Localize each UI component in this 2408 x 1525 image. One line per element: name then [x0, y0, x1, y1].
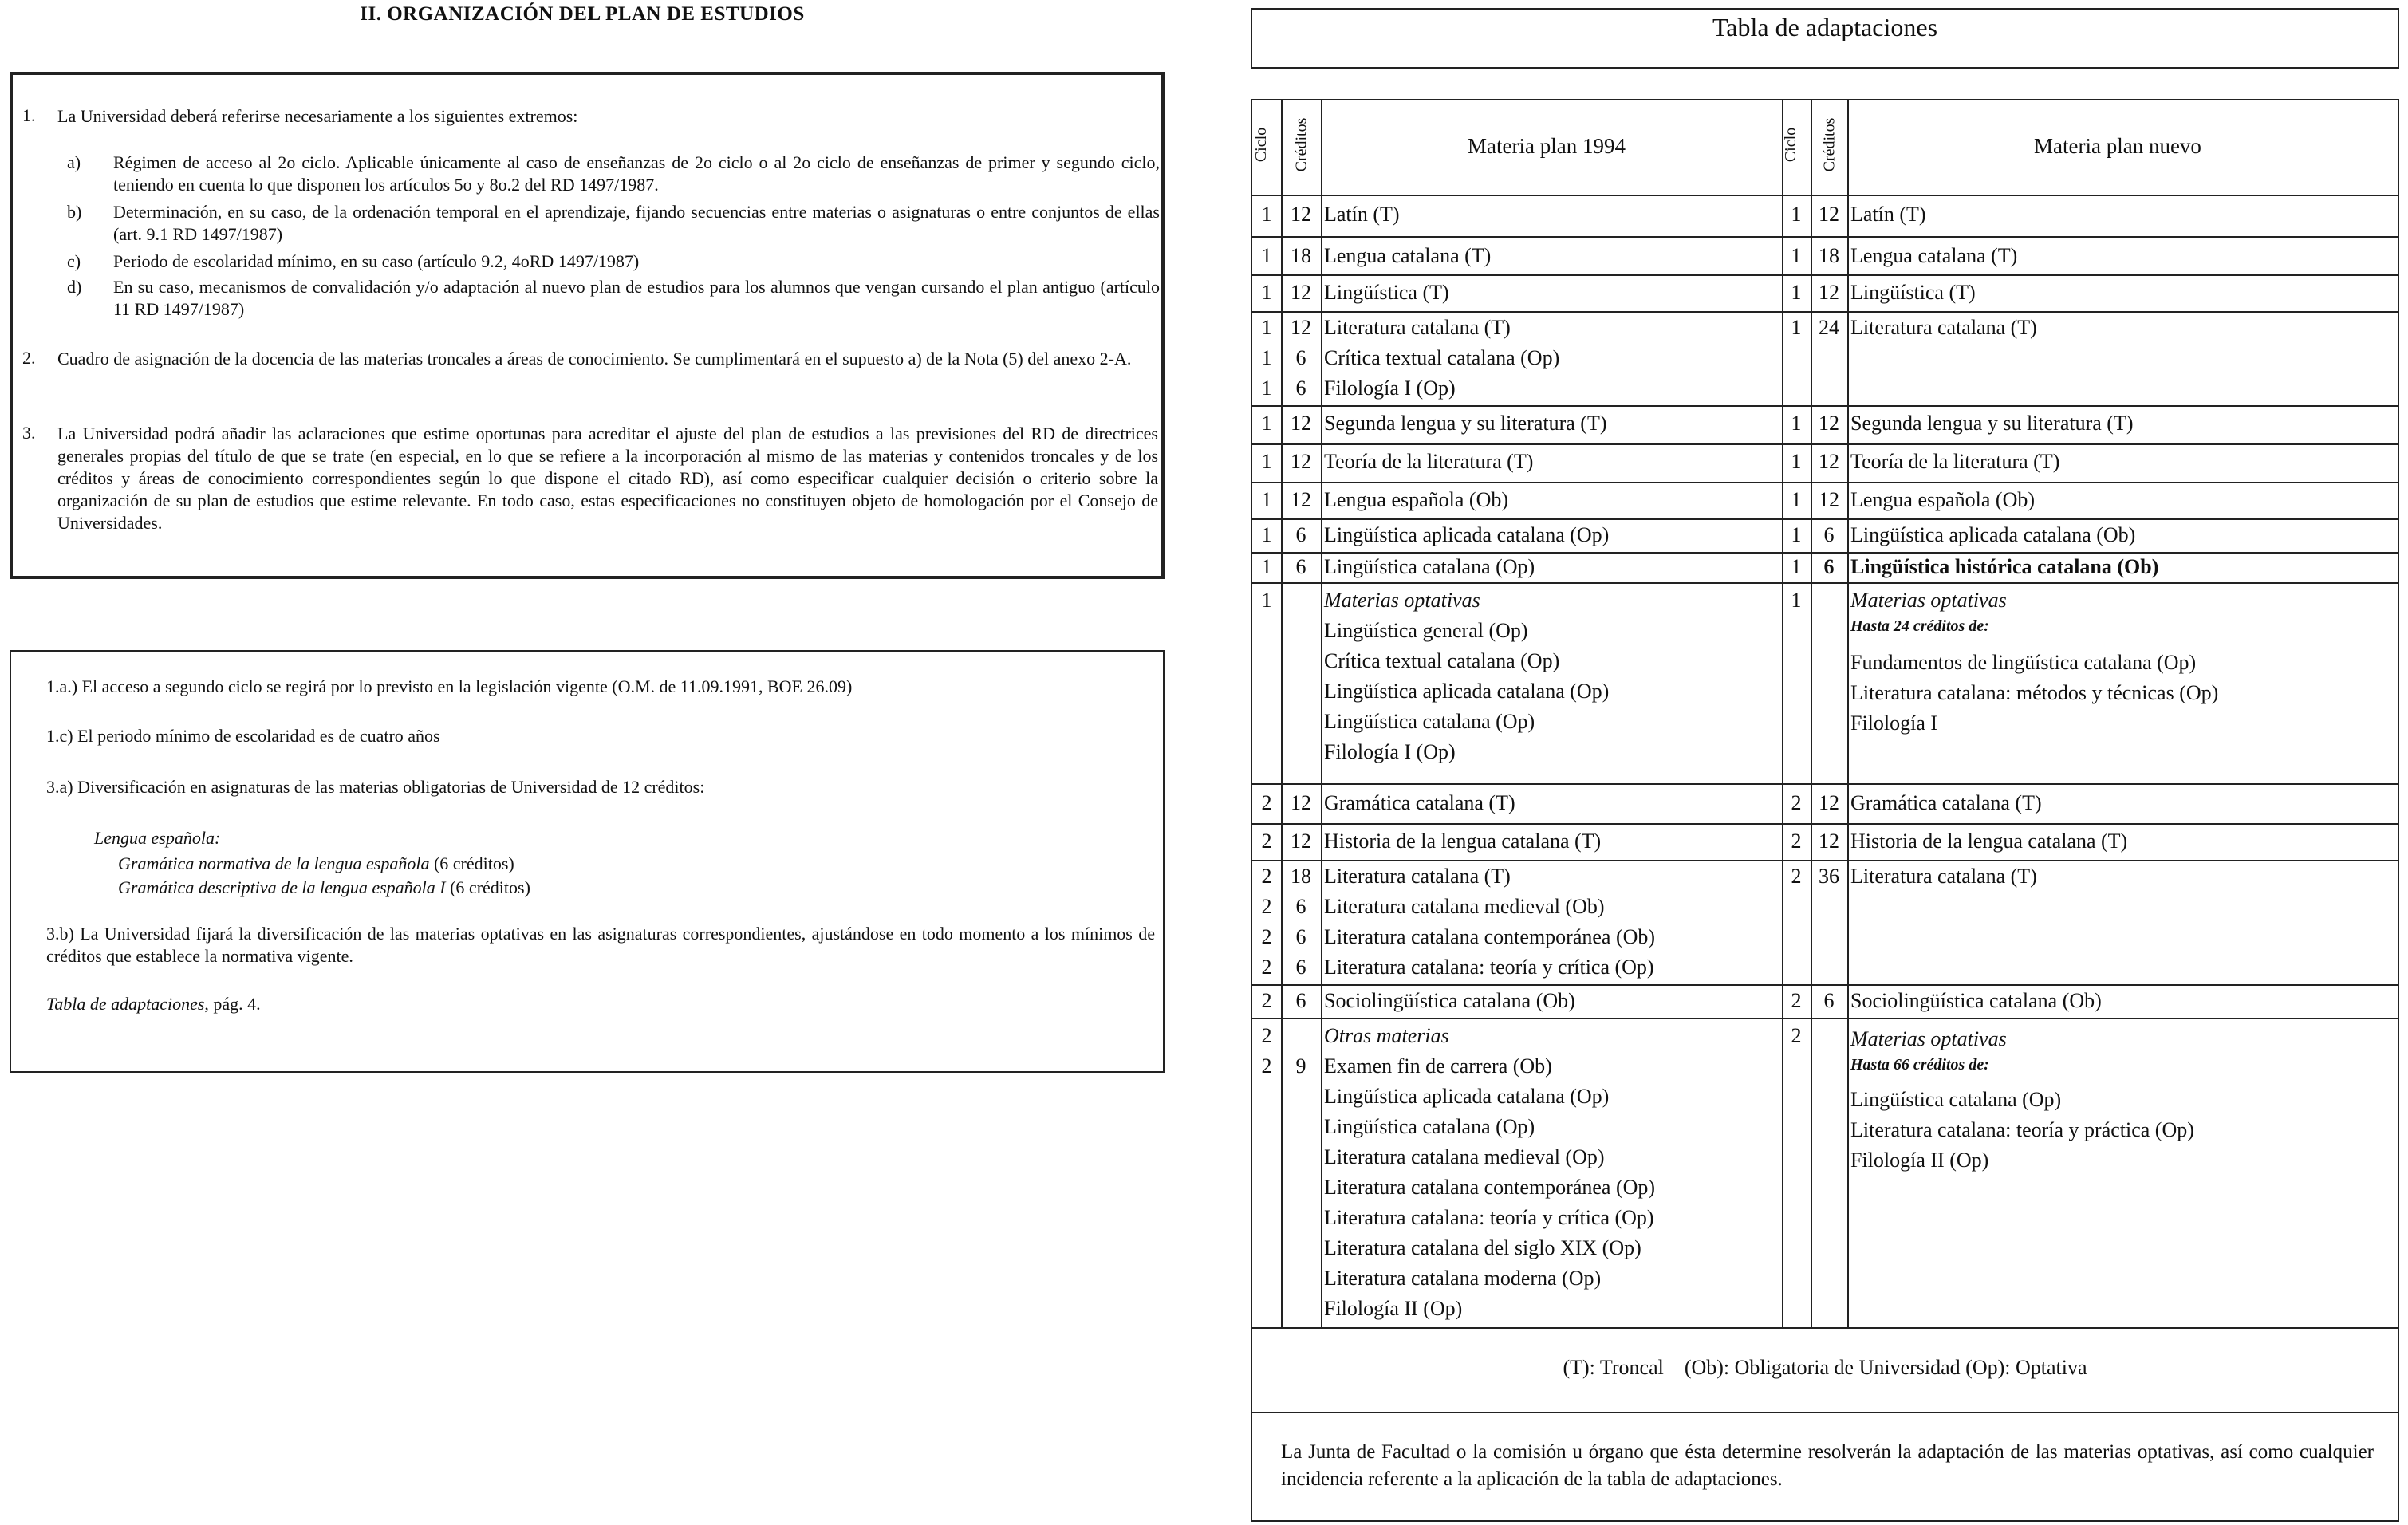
cell-creditos: 6	[1295, 989, 1306, 1012]
note-paragraph: 3.a) Diversificación en asignaturas de las materias obligatorias de Universidad de 12 créditos:	[46, 777, 705, 797]
cell-ciclo: 1	[1791, 316, 1802, 339]
cell-materia: Literatura catalana (T)	[1850, 865, 2037, 888]
cell-ciclo: 1	[1261, 412, 1272, 435]
cell-creditos: 12	[1291, 791, 1311, 814]
subitem-text: Determinación, en su caso, de la ordenación temporal en el aprendizaje, fijando secuencias entre materias o asignaturas o entre conjuntos de ellas (art. 9.1 RD 1497/1987)	[113, 202, 1160, 244]
cell-creditos: 12	[1819, 281, 1839, 304]
cell-creditos: 12	[1291, 281, 1311, 304]
cell-materia: Literatura catalana medieval (Ob)	[1324, 895, 1605, 918]
note-paragraph: 3.b) La Universidad fijará la diversificación de las materias optativas en las asignaturas correspondientes, ajustándose en todo momento a los mínimos de créditos que establece la normativa vigente.	[46, 924, 1155, 966]
header-new-plan: Materia plan nuevo	[2034, 134, 2201, 158]
cell-materia: Literatura catalana: métodos y técnicas (Op)	[1850, 681, 2219, 704]
cell-creditos: 18	[1291, 865, 1311, 888]
cell-ciclo: 1	[1261, 589, 1272, 612]
cell-materia: Literatura catalana: teoría y crítica (Op)	[1324, 1206, 1654, 1229]
cell-creditos: 6	[1295, 925, 1306, 948]
cell-materia: Lengua española (Ob)	[1850, 488, 2036, 511]
table-title-box	[1251, 8, 2399, 69]
header-creditos: Créditos	[1820, 117, 1839, 172]
subitem	[67, 152, 1160, 196]
subitem	[67, 201, 1160, 246]
item-text: La Universidad deberá referirse necesariamente a los siguientes extremos:	[57, 106, 578, 126]
page-title: II. ORGANIZACIÓN DEL PLAN DE ESTUDIOS	[360, 3, 805, 25]
cell-materia: Latín (T)	[1850, 203, 1926, 226]
item-text: La Universidad podrá añadir las aclaraciones que estime oportunas para acreditar el ajuste del plan de estudios a las previsiones del RD de directrices generales propias del título de que se trate (en especial, en lo que se refiere a la incorporación al mismo de las materias y contenidos troncales y de los créditos y áreas de conocimiento correspondientes según lo que dispone el citado RD), así como especificar cualquier decisión o criterio sobre la organización de su plan de estudios que estime relevante. En todo caso, estas especificaciones no constituyen objeto de homologación por el Consejo de Universidades.	[57, 424, 1158, 533]
cell-ciclo: 1	[1791, 589, 1802, 612]
note-reference: Tabla de adaptaciones, pág. 4.	[46, 994, 261, 1014]
cell-ciclo: 1	[1791, 244, 1802, 267]
subitem	[67, 250, 1160, 273]
cell-group-title: Materias optativas	[1850, 1027, 2007, 1050]
cell-ciclo: 2	[1791, 1024, 1802, 1047]
cell-materia: Lingüística aplicada catalana (Ob)	[1850, 523, 2136, 546]
cell-ciclo: 1	[1261, 316, 1272, 339]
cell-creditos: 12	[1819, 791, 1839, 814]
cell-ciclo: 1	[1261, 450, 1272, 473]
cell-materia: Literatura catalana (T)	[1850, 316, 2037, 339]
cell-materia: Literatura catalana contemporánea (Op)	[1324, 1176, 1656, 1199]
cell-creditos: 6	[1823, 989, 1835, 1012]
cell-creditos: 12	[1819, 488, 1839, 511]
cell-group-subtitle: Hasta 66 créditos de:	[1850, 1056, 1989, 1074]
item-number: 3.	[22, 423, 36, 443]
cell-materia: Latín (T)	[1324, 203, 1400, 226]
legend: (T): Troncal (Ob): Obligatoria de Universidad (Op): Optativa	[1563, 1356, 2087, 1379]
cell-creditos: 6	[1295, 895, 1306, 918]
cell-materia: Segunda lengua y su literatura (T)	[1850, 412, 2134, 435]
notes-box	[10, 650, 1165, 1073]
cell-materia: Filología I (Op)	[1324, 740, 1456, 763]
cell-creditos: 12	[1819, 829, 1839, 853]
cell-materia: Lingüística aplicada catalana (Op)	[1324, 523, 1610, 546]
subitem-letter: c)	[67, 251, 81, 271]
item-number: 2.	[22, 348, 36, 368]
cell-creditos: 36	[1819, 865, 1839, 888]
cell-ciclo: 1	[1791, 450, 1802, 473]
cell-ciclo: 1	[1791, 412, 1802, 435]
subitem	[67, 276, 1160, 321]
cell-materia: Teoría de la literatura (T)	[1324, 450, 1534, 473]
cell-materia: Lingüística catalana (Op)	[1850, 1088, 2062, 1111]
cell-materia: Gramática catalana (T)	[1324, 791, 1515, 814]
cell-ciclo: 2	[1261, 829, 1272, 853]
cell-materia: Literatura catalana: teoría y crítica (Op)	[1324, 956, 1654, 979]
item-number: 1.	[22, 105, 36, 125]
cell-ciclo: 2	[1791, 791, 1802, 814]
cell-group-title: Materias optativas	[1850, 589, 2007, 612]
cell-creditos: 12	[1291, 203, 1311, 226]
cell-materia: Fundamentos de lingüística catalana (Op)	[1850, 651, 2197, 674]
instructions-box	[10, 72, 1165, 579]
cell-ciclo: 2	[1261, 1054, 1272, 1078]
cell-creditos: 12	[1291, 412, 1311, 435]
cell-ciclo: 2	[1791, 865, 1802, 888]
cell-creditos: 6	[1295, 555, 1306, 578]
cell-materia: Literatura catalana del siglo XIX (Op)	[1324, 1236, 1641, 1259]
footer-note: La Junta de Facultad o la comisión u órgano que ésta determine resolverán la adaptación de las materias optativas, así como cualquier incidencia referente a la aplicación de la tabla de adaptaciones.	[1281, 1441, 2374, 1490]
lengua-item: Gramática normativa de la lengua española (6 créditos)	[118, 853, 514, 873]
subitem-letter: a)	[67, 152, 81, 172]
cell-group-subtitle: Hasta 24 créditos de:	[1850, 617, 1989, 635]
cell-creditos: 6	[1295, 376, 1306, 400]
cell-materia: Literatura catalana medieval (Op)	[1324, 1145, 1605, 1168]
cell-materia: Lingüística catalana (Op)	[1324, 1115, 1535, 1138]
table-title: Tabla de adaptaciones	[1712, 13, 1938, 41]
cell-materia: Lingüística (T)	[1324, 281, 1449, 304]
cell-ciclo: 2	[1261, 925, 1272, 948]
cell-materia: Lingüística (T)	[1850, 281, 1976, 304]
adaptation-table	[1251, 99, 2399, 1522]
header-creditos: Créditos	[1292, 117, 1310, 172]
cell-materia: Literatura catalana (T)	[1324, 316, 1511, 339]
cell-group-title: Otras materias	[1324, 1024, 1449, 1047]
lengua-item: Gramática descriptiva de la lengua española I (6 créditos)	[118, 877, 530, 897]
cell-materia: Filología II (Op)	[1324, 1297, 1463, 1320]
cell-ciclo: 2	[1261, 956, 1272, 979]
cell-materia: Lingüística aplicada catalana (Op)	[1324, 680, 1610, 703]
cell-ciclo: 2	[1261, 895, 1272, 918]
cell-ciclo: 2	[1261, 1024, 1272, 1047]
cell-materia: Historia de la lengua catalana (T)	[1850, 829, 2128, 853]
cell-ciclo: 1	[1791, 555, 1802, 578]
cell-ciclo: 1	[1261, 523, 1272, 546]
cell-creditos: 6	[1295, 956, 1306, 979]
cell-materia: Gramática catalana (T)	[1850, 791, 2042, 814]
header-ciclo: Ciclo	[1252, 127, 1271, 163]
cell-materia: Crítica textual catalana (Op)	[1324, 649, 1560, 672]
cell-ciclo: 2	[1261, 865, 1272, 888]
cell-materia: Lingüística catalana (Op)	[1324, 710, 1535, 733]
cell-ciclo: 1	[1791, 203, 1802, 226]
cell-materia: Lingüística histórica catalana (Ob)	[1850, 555, 2159, 578]
cell-creditos: 6	[1823, 523, 1835, 546]
cell-creditos: 6	[1295, 346, 1306, 369]
cell-ciclo: 1	[1261, 346, 1272, 369]
cell-ciclo: 2	[1791, 829, 1802, 853]
cell-creditos: 18	[1819, 244, 1839, 267]
cell-ciclo: 1	[1791, 488, 1802, 511]
subitem-text: Periodo de escolaridad mínimo, en su caso (artículo 9.2, 4oRD 1497/1987)	[113, 251, 640, 271]
cell-creditos: 12	[1291, 488, 1311, 511]
cell-creditos: 6	[1823, 555, 1835, 578]
cell-materia: Teoría de la literatura (T)	[1850, 450, 2060, 473]
cell-creditos: 12	[1291, 316, 1311, 339]
header-ciclo: Ciclo	[1782, 127, 1800, 163]
lengua-label: Lengua española:	[94, 828, 221, 848]
cell-materia: Examen fin de carrera (Ob)	[1324, 1054, 1552, 1078]
cell-materia: Lingüística catalana (Op)	[1324, 555, 1535, 578]
cell-materia: Filología I	[1850, 711, 1938, 735]
cell-creditos: 12	[1819, 412, 1839, 435]
cell-ciclo: 1	[1791, 281, 1802, 304]
cell-materia: Lengua catalana (T)	[1324, 244, 1492, 267]
cell-creditos: 6	[1295, 523, 1306, 546]
cell-materia: Literatura catalana (T)	[1324, 865, 1511, 888]
cell-materia: Historia de la lengua catalana (T)	[1324, 829, 1602, 853]
header-old-plan: Materia plan 1994	[1468, 134, 1626, 158]
cell-ciclo: 2	[1791, 989, 1802, 1012]
cell-materia: Lengua española (Ob)	[1324, 488, 1509, 511]
cell-creditos: 12	[1291, 450, 1311, 473]
cell-materia: Crítica textual catalana (Op)	[1324, 346, 1560, 369]
cell-ciclo: 1	[1791, 523, 1802, 546]
cell-creditos: 12	[1819, 203, 1839, 226]
cell-ciclo: 2	[1261, 791, 1272, 814]
cell-materia: Sociolingüística catalana (Ob)	[1324, 989, 1575, 1012]
cell-group-title: Materias optativas	[1324, 589, 1480, 612]
cell-materia: Literatura catalana moderna (Op)	[1324, 1267, 1602, 1290]
cell-materia: Segunda lengua y su literatura (T)	[1324, 412, 1607, 435]
subitem-text: Régimen de acceso al 2o ciclo. Aplicable únicamente al caso de enseñanzas de 2o ciclo o al 2o ciclo de enseñanzas de primer y segundo ciclo, teniendo en cuenta lo que disponen los artículos 5o y 8o.2 del RD 1497/1987.	[113, 152, 1160, 195]
cell-materia: Filología I (Op)	[1324, 376, 1456, 400]
cell-materia: Lingüística general (Op)	[1324, 619, 1528, 642]
cell-creditos: 12	[1291, 829, 1311, 853]
cell-creditos: 9	[1295, 1054, 1306, 1078]
cell-materia: Sociolingüística catalana (Ob)	[1850, 989, 2102, 1012]
note-paragraph: 1.a.) El acceso a segundo ciclo se regirá por lo previsto en la legislación vigente (O.M. de 11.09.1991, BOE 26.09)	[46, 676, 853, 696]
cell-materia: Literatura catalana contemporánea (Ob)	[1324, 925, 1656, 948]
cell-materia: Filología II (Op)	[1850, 1149, 1989, 1172]
cell-creditos: 12	[1819, 450, 1839, 473]
cell-ciclo: 1	[1261, 203, 1272, 226]
subitem-text: En su caso, mecanismos de convalidación y/o adaptación al nuevo plan de estudios para los alumnos que vengan cursando el plan antiguo (artículo 11 RD 1497/1987)	[113, 277, 1160, 319]
cell-ciclo: 1	[1261, 488, 1272, 511]
cell-ciclo: 1	[1261, 555, 1272, 578]
subitem-letter: d)	[67, 277, 82, 297]
cell-materia: Lengua catalana (T)	[1850, 244, 2018, 267]
cell-creditos: 24	[1819, 316, 1839, 339]
item-text: Cuadro de asignación de la docencia de las materias troncales a áreas de conocimiento. Se cumplimentará en el supuesto a) de la Nota (5) del anexo 2-A.	[57, 349, 1132, 368]
cell-materia: Lingüística aplicada catalana (Op)	[1324, 1085, 1610, 1108]
cell-ciclo: 1	[1261, 376, 1272, 400]
cell-ciclo: 1	[1261, 281, 1272, 304]
subitem-letter: b)	[67, 202, 82, 222]
cell-materia: Literatura catalana: teoría y práctica (Op)	[1850, 1118, 2194, 1141]
cell-ciclo: 1	[1261, 244, 1272, 267]
cell-creditos: 18	[1291, 244, 1311, 267]
cell-ciclo: 2	[1261, 989, 1272, 1012]
note-paragraph: 1.c) El periodo mínimo de escolaridad es de cuatro años	[46, 726, 440, 746]
